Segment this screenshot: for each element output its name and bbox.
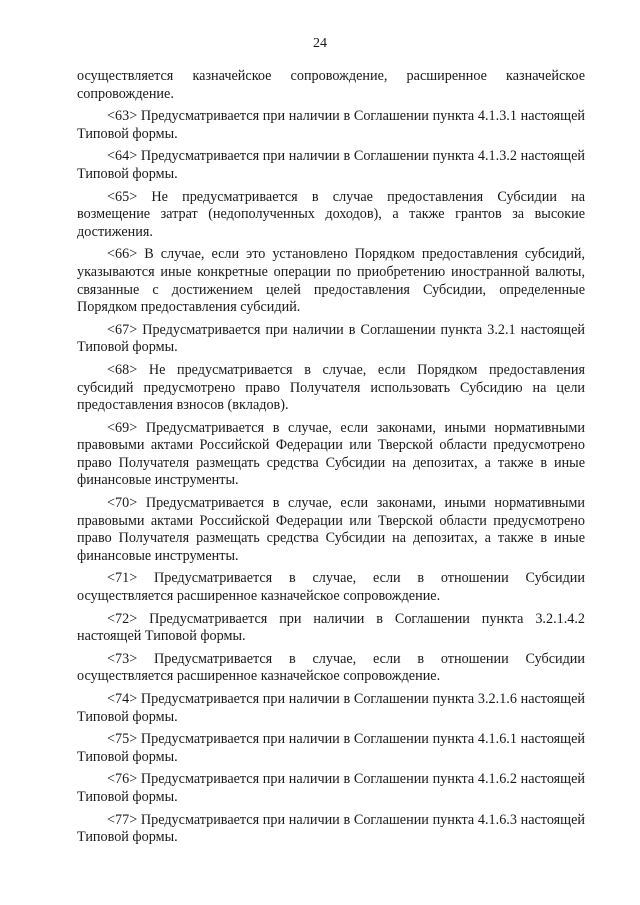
footnote-72: <72> Предусматривается при наличии в Соглашении пункта 3.2.1.4.2 настоящей Типовой формы. xyxy=(77,610,585,645)
footnote-77: <77> Предусматривается при наличии в Соглашении пункта 4.1.6.3 настоящей Типовой формы. xyxy=(77,811,585,846)
footnote-64: <64> Предусматривается при наличии в Соглашении пункта 4.1.3.2 настоящей Типовой формы. xyxy=(77,148,585,182)
footnote-74: <74> Предусматривается при наличии в Соглашении пункта 3.2.1.6 настоящей Типовой формы. xyxy=(77,691,585,725)
footnote-71: <71> Предусматривается в случае, если в отношении Субсидии осуществляется расширенное казначейское сопровождение. xyxy=(77,570,585,605)
footnote-69: <69> Предусматривается в случае, если законами, иными нормативными правовыми актами Российской Федерации или Тверской области предусмотрено право Получателя размещать средства Субсидии на депозитах, а также в иные финансовые инструменты. xyxy=(77,419,585,489)
paragraph-continuation: осуществляется казначейское сопровождение, расширенное казначейское сопровождение. xyxy=(77,68,585,102)
footnote-66: <66> В случае, если это установлено Порядком предоставления субсидий, указываются иные конкретные операции по приобретению иностранной валюты, связанные с достижением целей предоставления Субсидии, определенные Порядком предоставления субсидий. xyxy=(77,246,585,316)
document-body xyxy=(77,68,585,852)
footnote-65: <65> Не предусматривается в случае предоставления Субсидии на возмещение затрат (недополученных доходов), а также грантов за высокие достижения. xyxy=(77,188,585,240)
footnote-70: <70> Предусматривается в случае, если законами, иными нормативными правовыми актами Российской Федерации или Тверской области предусмотрено право Получателя размещать средства Субсидии на депозитах, а также в иные финансовые инструменты. xyxy=(77,495,585,564)
footnote-67: <67> Предусматривается при наличии в Соглашении пункта 3.2.1 настоящей Типовой формы. xyxy=(77,321,585,356)
footnote-75: <75> Предусматривается при наличии в Соглашении пункта 4.1.6.1 настоящей Типовой формы. xyxy=(77,731,585,765)
footnote-73: <73> Предусматривается в случае, если в отношении Субсидии осуществляется расширенное казначейское сопровождение. xyxy=(77,650,585,685)
page-number: 24 xyxy=(313,36,327,51)
footnote-63: <63> Предусматривается при наличии в Соглашении пункта 4.1.3.1 настоящей Типовой формы. xyxy=(77,108,585,142)
footnote-76: <76> Предусматривается при наличии в Соглашении пункта 4.1.6.2 настоящей Типовой формы. xyxy=(77,771,585,805)
footnote-68: <68> Не предусматривается в случае, если Порядком предоставления субсидий предусмотрено право Получателя использовать Субсидию на цели предоставления взносов (вкладов). xyxy=(77,361,585,414)
